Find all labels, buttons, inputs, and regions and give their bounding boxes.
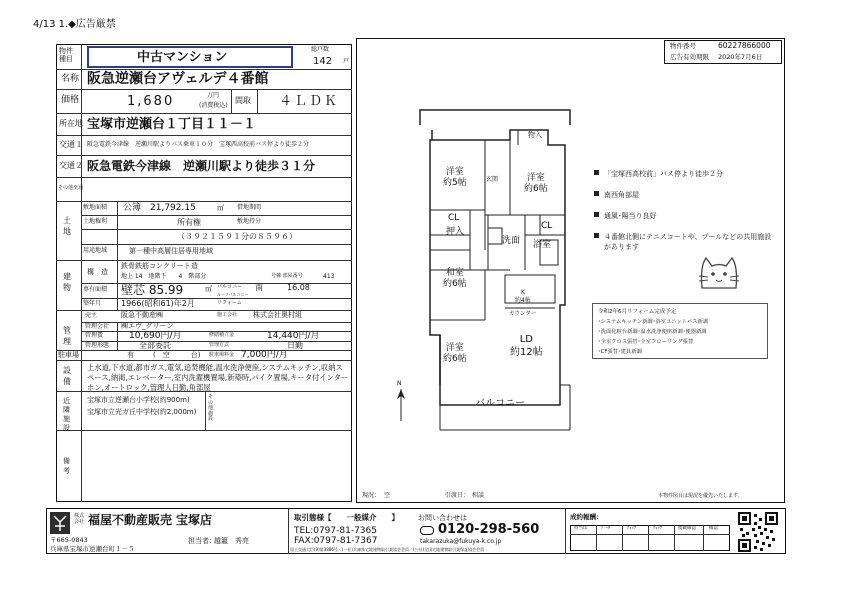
delivery-label: 引渡日：	[445, 492, 470, 499]
nearby-label: 近隣施設	[63, 397, 70, 433]
bullet-icon	[594, 191, 599, 196]
units-unit: 戸	[343, 58, 350, 65]
room-balcony: バルコニー	[475, 398, 525, 409]
mgmt-form-value: 全部委託	[139, 341, 171, 350]
room-japanese: 和室 約6帖	[443, 268, 467, 290]
land-label: 土地	[63, 216, 71, 237]
company-address: 兵庫県宝塚市逆瀬台町１－５	[50, 545, 135, 553]
land-area-label: 敷地面積	[83, 204, 108, 211]
reform-4: ･CF張替･建具新調	[598, 349, 642, 355]
other-facility-label: その他施設	[208, 394, 214, 422]
staff-name: 越籠 秀亮	[214, 537, 249, 545]
room-ld: LD 約12帖	[510, 334, 543, 358]
company-branch: 宝塚店	[176, 513, 213, 527]
code-value: 60227866000	[718, 41, 771, 50]
land-right-label: 土地権利	[83, 218, 108, 225]
tel: TEL:0797-81-7365	[294, 526, 377, 536]
room-bath: 浴室	[533, 240, 552, 250]
balcony-value: 南 16.08	[255, 283, 310, 292]
room-western1: 洋室 約5帖	[443, 167, 467, 189]
freedial-number: 0120-298-560	[438, 522, 540, 537]
building-label: 建物	[63, 272, 71, 293]
mgmt-company-value: ㈱エヴ_グリーン	[121, 322, 174, 330]
room-western3: 洋室 約6帖	[443, 343, 467, 365]
email: takarazuka@fukuya-k.co.jp	[420, 538, 502, 545]
nearby-1: 宝塚市立逆瀬台小学校(約900m)	[87, 396, 190, 404]
compass-north: N	[397, 380, 402, 387]
point-3: 通風･陽当り良好	[604, 212, 657, 220]
staff-label: 担当者：	[188, 537, 216, 545]
status-value: 空	[384, 492, 391, 499]
exclusive-unit: ㎡	[205, 285, 212, 293]
reform-3: ･全室クロス張替･全室フローリング張替	[598, 339, 694, 345]
transport1-value: 阪急電鉄今津線 逆瀬川駅よりバス乗車１０分 宝塚西高校前バス停より徒歩２分	[87, 141, 310, 148]
builder-value: 株式会社奥村組	[253, 311, 302, 319]
property-type: 中古マンション	[137, 50, 228, 65]
parking-status: ( 空 台)	[153, 351, 201, 359]
parking-value: 有	[127, 351, 134, 359]
layout-value: ４ＬＤＫ	[279, 94, 340, 109]
units-value: 142	[313, 56, 333, 67]
facilities-label: 設備	[63, 366, 71, 387]
room-closet: 押入	[446, 227, 465, 237]
deal-type: 取引態様【 一般媒介 】	[294, 513, 399, 522]
code-label: 物件番号	[670, 42, 696, 50]
room-entrance: 玄関	[486, 176, 499, 183]
stamp-label: ﾃﾞｰﾀ	[601, 526, 610, 531]
mgmt-fee-value: 10,690円/月	[129, 331, 182, 341]
transport2-value: 阪急電鉄今津線 逆瀬川駅より徒歩３１分	[87, 159, 316, 173]
mgmt-style-label: 管理方式	[209, 342, 230, 348]
exclusive-label: 専有面積	[83, 286, 108, 293]
land-share-label: 敷地持分	[237, 218, 262, 225]
land-area-unit: ㎡	[217, 204, 224, 212]
qr-code-icon	[738, 512, 778, 552]
bullet-icon	[594, 170, 599, 175]
room-counter: カウンター	[509, 311, 537, 317]
disclaimer: 本物件図目は現況を優先いたします。	[658, 493, 743, 499]
room-cl1: CL	[448, 213, 460, 223]
valid-label: 広告有効期限	[670, 53, 709, 61]
facilities-value: 上水道,下水道,都市ガス,電気,追焚機能,温水洗浄便座,システムキッチン,収納スペース,納渇,エレベーター,室内洗濯機置場,新築時,バイク置場,キータ付インターホン,オートロック,管理人日勤,角部屋	[87, 363, 349, 392]
cat-mascot-icon	[696, 252, 742, 292]
floors-value: 地上 14 地階下 4 階部分	[121, 273, 207, 280]
structure-label: 構 造	[87, 268, 108, 276]
mgmt-label: 管理	[63, 326, 71, 347]
property-name: 阪急逆瀬台アヴェルデ４番館	[87, 71, 269, 87]
nearby-2: 宝塚市立光ガ丘中学校(約2,000m)	[87, 408, 197, 416]
structure-value: 鉄骨鉄筋コンクリート造	[121, 262, 198, 270]
reform-label: リフォーム	[217, 300, 242, 306]
balcony-label: バルコニー	[217, 284, 243, 290]
company-name: 福屋不動産販売	[88, 513, 173, 527]
mgmt-form-label: 管理形態	[85, 342, 110, 349]
use-value: 第一種中高層住居専用地域	[129, 247, 213, 255]
stamp-label: ﾁｪｯｸ	[653, 526, 662, 531]
address-value: 宝塚市逆瀬台１丁目１１－１	[87, 117, 257, 132]
transport1-label: 交通１	[59, 140, 83, 149]
fax: FAX:0797-81-7367	[294, 536, 378, 546]
header-ref: 4/13 1.◆広告厳禁	[33, 19, 116, 30]
remarks-label: 備考	[63, 457, 70, 475]
room-cl2: CL	[541, 221, 553, 231]
built-value: 1966(昭和61)年2月	[121, 299, 195, 308]
price-label: 価格	[61, 95, 80, 105]
builder-label: 施工会社	[217, 312, 238, 318]
valid-value: 2020年7月6日	[718, 53, 763, 61]
land-right-value: 所有権	[177, 218, 201, 227]
room-wash: 洗面	[502, 236, 521, 246]
mgmt-style-value: 日勤	[287, 341, 303, 350]
built-label: 築年月	[83, 300, 102, 307]
point-1: 「宝塚西高校前」バス停より徒歩２分	[604, 170, 723, 178]
company-zip: 〒665-0843	[50, 536, 88, 544]
reform-1: ･システムキッチン新調･浴室ユニットバス新調	[598, 319, 709, 325]
seller-value: 阪急不動産㈱	[121, 311, 163, 319]
land-ratio-label: 借地期間	[237, 204, 262, 211]
info-table	[56, 44, 352, 502]
stamp-table	[570, 525, 730, 551]
price-unit: 万円	[207, 92, 220, 99]
price-value: 1,680	[127, 94, 175, 109]
stamp-label: ﾁｪｯｸ	[627, 526, 636, 531]
land-share-value: （３９２１５９１分の８５９６）	[177, 232, 297, 241]
stamp-label: 担当印	[574, 526, 588, 531]
repair-label: 修繕積立金	[209, 332, 235, 338]
company-logo-icon	[50, 512, 70, 534]
other-transport-label: その他交通	[58, 185, 84, 191]
room-western2: 洋室 約6帖	[524, 173, 548, 195]
seller-label: 売主	[85, 312, 98, 319]
point-4: ４番館北側にテニスコートや、プールなどの共用施設があります	[604, 233, 772, 252]
bullet-icon	[594, 212, 599, 217]
license: 国土交通大臣(9)第3886号／(一社)兵庫県宅地建物取引業協会会員／(公社)全国宅地建物取引業保証協会会員	[290, 547, 485, 552]
repair-value: 14,440円/月	[267, 331, 320, 341]
exclusive-value: 壁芯 85.99	[121, 283, 184, 297]
room-storage: 物入	[528, 131, 542, 139]
mgmt-company-label: 管理会社	[85, 323, 110, 330]
reform-2: ･洗面化粧台新調･温水洗浄便座新調･便器新調	[598, 329, 707, 335]
room-no: 413	[323, 273, 335, 280]
bullet-icon	[594, 233, 599, 238]
status-label: 現況：	[362, 492, 381, 499]
inquiry-label: お問い合わせは	[418, 514, 467, 522]
roof-label: ルーフバルコニー	[217, 292, 249, 297]
price-note: (消費税込)	[199, 102, 228, 109]
compass-icon	[393, 387, 409, 423]
reform-title: 令和2年6月リフォーム完成予定	[598, 309, 677, 315]
stamp-label: 確認	[709, 526, 718, 531]
floor-plan	[380, 90, 580, 440]
mgmt-fee-label: 管理費	[85, 332, 104, 339]
room-kitchen: K 約4帖	[515, 289, 531, 304]
use-label: 用途地域	[83, 247, 108, 254]
parking-fee-value: 7,000円/月	[241, 350, 288, 360]
parking-fee-label: 駐車場料金	[209, 352, 235, 358]
transport2-label: 交通２	[59, 161, 83, 170]
company-prefix: 株式会社	[74, 513, 85, 525]
type-label: 物件種目	[59, 47, 73, 64]
address-label: 所在地	[59, 119, 83, 128]
stamp-label: 掲載確認	[678, 526, 696, 531]
name-label: 名称	[61, 74, 80, 84]
land-area-value: 公簿 21,792.15	[123, 203, 196, 213]
layout-label: 間取	[235, 96, 251, 105]
reward-label: 成約報酬：	[570, 513, 603, 521]
point-2: 南西角部屋	[604, 191, 639, 199]
parking-label: 駐車場	[58, 351, 79, 359]
freedial-icon	[420, 526, 434, 535]
floor-no-label: 号棟 部屋番号	[271, 273, 303, 279]
units-label: 総戸数	[311, 46, 330, 53]
delivery-value: 相談	[472, 492, 485, 499]
